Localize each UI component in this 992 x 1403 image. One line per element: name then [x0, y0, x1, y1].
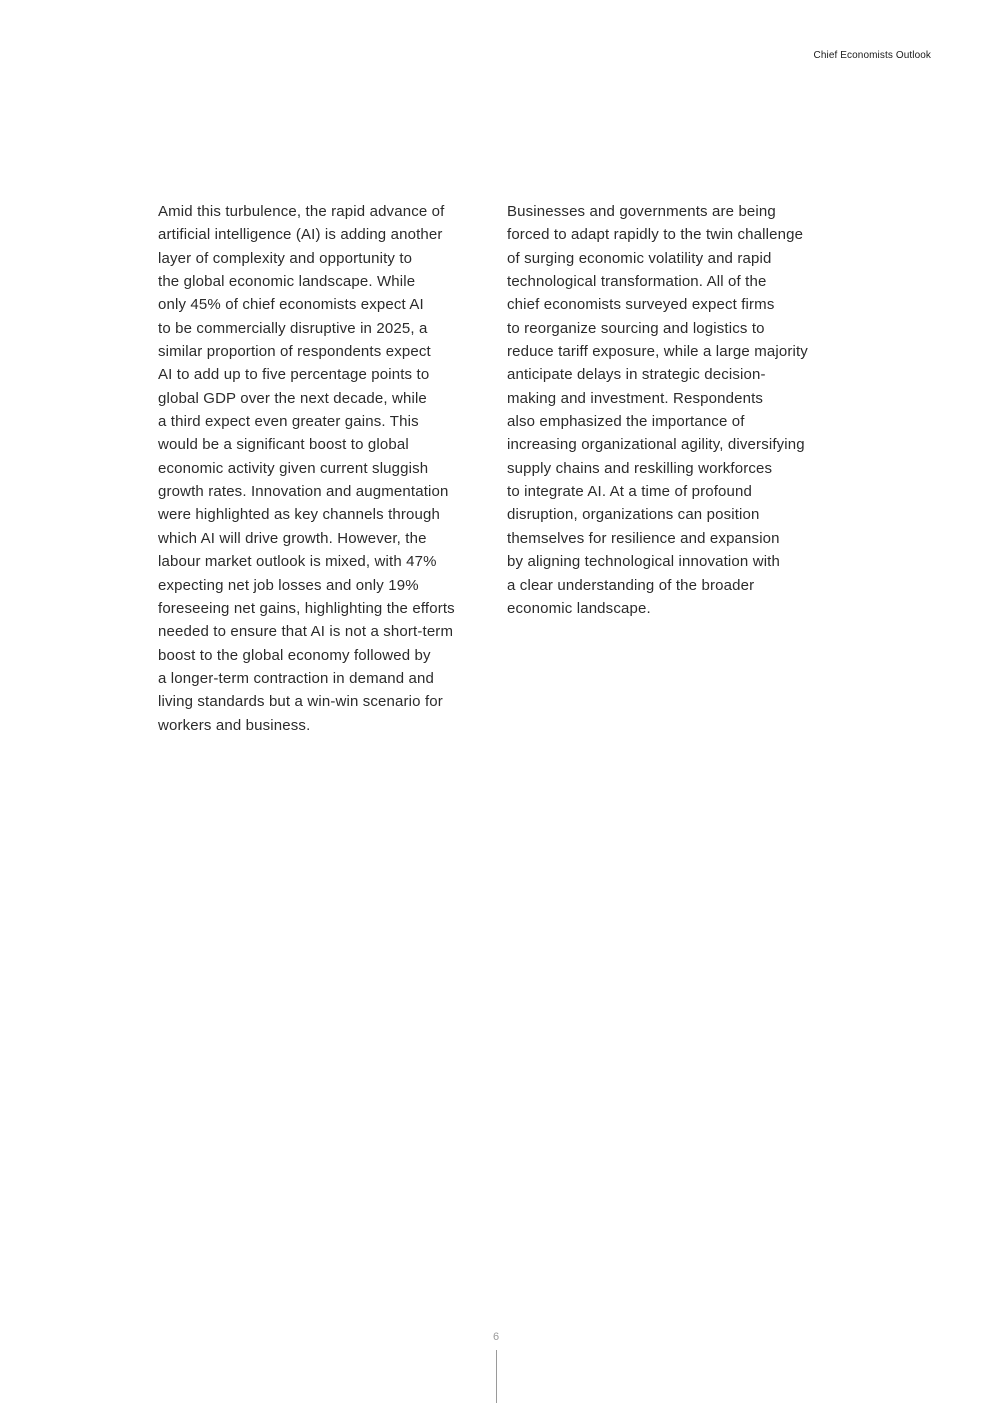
- body-text-line: a third expect even greater gains. This: [158, 413, 419, 431]
- body-text-line: layer of complexity and opportunity to: [158, 249, 413, 267]
- body-text-line: disruption, organizations can position: [507, 506, 760, 524]
- body-text-line: workers and business.: [158, 716, 311, 734]
- body-text-line: artificial intelligence (AI) is adding another: [158, 226, 443, 244]
- body-text-line: expecting net job losses and only 19%: [158, 576, 419, 594]
- body-text-line: a longer-term contraction in demand and: [158, 669, 435, 687]
- body-text-line: reduce tariff exposure, while a large majority: [507, 343, 808, 361]
- body-text-line: Amid this turbulence, the rapid advance of: [158, 203, 445, 220]
- body-text-line: technological transformation. All of the: [507, 273, 767, 291]
- body-text-line: to integrate AI. At a time of profound: [507, 483, 753, 501]
- body-text-line: to reorganize sourcing and logistics to: [507, 319, 765, 337]
- body-text-line: foreseeing net gains, highlighting the efforts: [158, 599, 455, 617]
- body-text-line: were highlighted as key channels through: [158, 506, 441, 524]
- body-text-line: anticipate delays in strategic decision-: [507, 366, 766, 384]
- body-text-line: forced to adapt rapidly to the twin challenge: [507, 226, 804, 244]
- body-text-line: Businesses and governments are being: [507, 203, 776, 220]
- body-text-line: of surging economic volatility and rapid: [507, 249, 772, 267]
- body-text-line: by aligning technological innovation with: [507, 553, 780, 571]
- body-text-line: needed to ensure that AI is not a short-term: [158, 623, 454, 641]
- body-text-line: global GDP over the next decade, while: [158, 389, 427, 407]
- body-column-right: [507, 200, 837, 620]
- body-text-line: would be a significant boost to global: [158, 436, 409, 454]
- body-text-line: increasing organizational agility, diversifying: [507, 436, 805, 454]
- body-text-line: making and investment. Respondents: [507, 389, 764, 407]
- body-text-line: economic landscape.: [507, 599, 651, 617]
- body-text-line: supply chains and reskilling workforces: [507, 459, 773, 477]
- page-number-rule: [496, 1350, 497, 1403]
- body-text-line: economic activity given current sluggish: [158, 459, 429, 477]
- body-text-line: themselves for resilience and expansion: [507, 529, 780, 547]
- body-text-line: chief economists surveyed expect firms: [507, 296, 775, 314]
- body-text-line: growth rates. Innovation and augmentation: [158, 483, 449, 501]
- body-column-left: [158, 200, 488, 737]
- body-text-line: to be commercially disruptive in 2025, a: [158, 319, 428, 337]
- body-text-line: which AI will drive growth. However, the: [158, 529, 427, 547]
- body-text-line: similar proportion of respondents expect: [158, 343, 431, 361]
- page-number: 6: [492, 1331, 500, 1343]
- body-text-line: living standards but a win-win scenario for: [158, 693, 443, 711]
- body-text-line: AI to add up to five percentage points to: [158, 366, 430, 384]
- body-text-line: the global economic landscape. While: [158, 273, 416, 291]
- running-header: Chief Economists Outlook: [813, 50, 931, 61]
- body-text-line: also emphasized the importance of: [507, 413, 745, 431]
- body-text-line: boost to the global economy followed by: [158, 646, 431, 664]
- body-text-line: only 45% of chief economists expect AI: [158, 296, 424, 314]
- body-text-line: a clear understanding of the broader: [507, 576, 755, 594]
- body-text-line: labour market outlook is mixed, with 47%: [158, 553, 437, 571]
